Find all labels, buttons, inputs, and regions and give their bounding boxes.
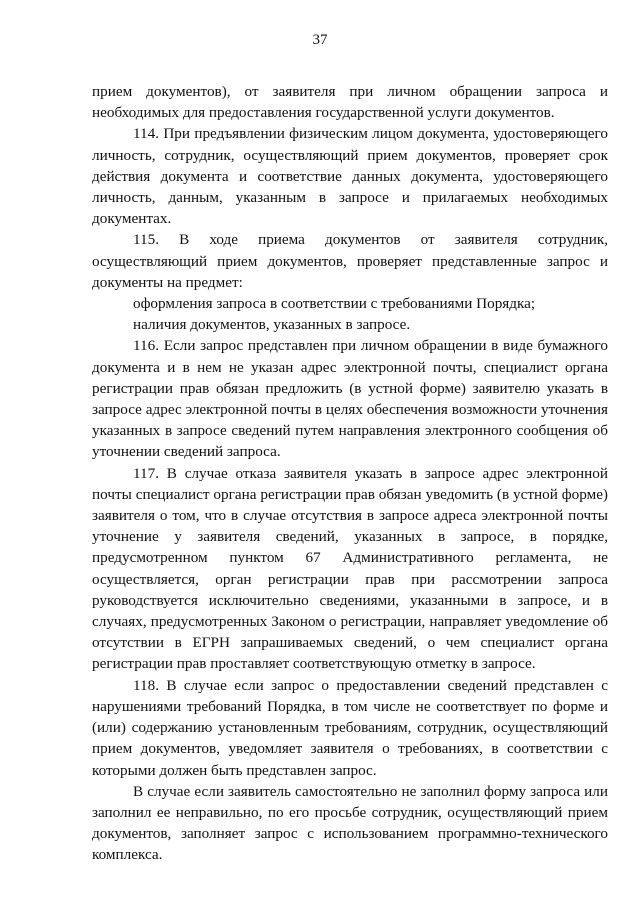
paragraph-118: 118. В случае если запрос о предоставлении сведений представлен с нарушениями требований Порядка, в том числе не соответствует по форме и (или) содержанию установленным требованиям, сотрудник, осуществляющий прием документов, уведомляет заявителя о требованиях, в соответствии с которыми должен быть представлен запрос. (92, 676, 608, 779)
paragraph-115-item-2: наличия документов, указанных в запросе. (133, 316, 411, 334)
paragraph-continuation: прием документов), от заявителя при личном обращении запроса и необходимых для предоставления государственной услуги документов. (92, 83, 608, 122)
paragraph-115: 115. В ходе приема документов от заявителя сотрудник, осуществляющий прием документов, проверяет представленные запрос и документы на предмет: (92, 231, 608, 291)
paragraph-116: 116. Если запрос представлен при личном обращении в виде бумажного документа и в нем не указан адрес электронной почты, специалист органа регистрации прав обязан предложить (в устной форме) заявителю указать в запросе адрес электронной почты в целях обеспечения возможности уточнения указанных в запросе сведений путем направления электронного сообщения об уточнении сведений запроса. (92, 337, 608, 461)
paragraph-115-item-1: оформления запроса в соответствии с требованиями Порядка; (133, 295, 536, 313)
paragraph-114: 114. При предъявлении физическим лицом документа, удостоверяющего личность, сотрудник, осуществляющий прием документов, проверяет срок действия документа и соответствие данных документа, удостоверяющего личность, данным, указанным в запросе и прилагаемых необходимых документах. (92, 125, 608, 228)
page-number: 37 (312, 32, 328, 48)
document-body (92, 81, 608, 866)
paragraph-118-note: В случае если заявитель самостоятельно не заполнил форму запроса или заполнил ее неправильно, по его просьбе сотрудник, осуществляющий прием документов, заполняет запрос с использованием программно-технического комплекса. (92, 782, 608, 864)
paragraph-117: 117. В случае отказа заявителя указать в запросе адрес электронной почты специалист органа регистрации прав обязан уведомить (в устной форме) заявителя о том, что в случае отсутствия в запросе адреса электронной почты уточнение у заявителя сведений, указанных в запросе, в порядке, предусмотренном пунктом 67 Административного регламента, не осуществляется, орган регистрации прав при рассмотрении запроса руководствуется исключительно сведениями, указанными в запросе, и в случаях, предусмотренных Законом о регистрации, направляет уведомление об отсутствии в ЕГРН запрашиваемых сведений, о чем специалист органа регистрации прав проставляет соответствующую отметку в запросе. (92, 464, 608, 673)
